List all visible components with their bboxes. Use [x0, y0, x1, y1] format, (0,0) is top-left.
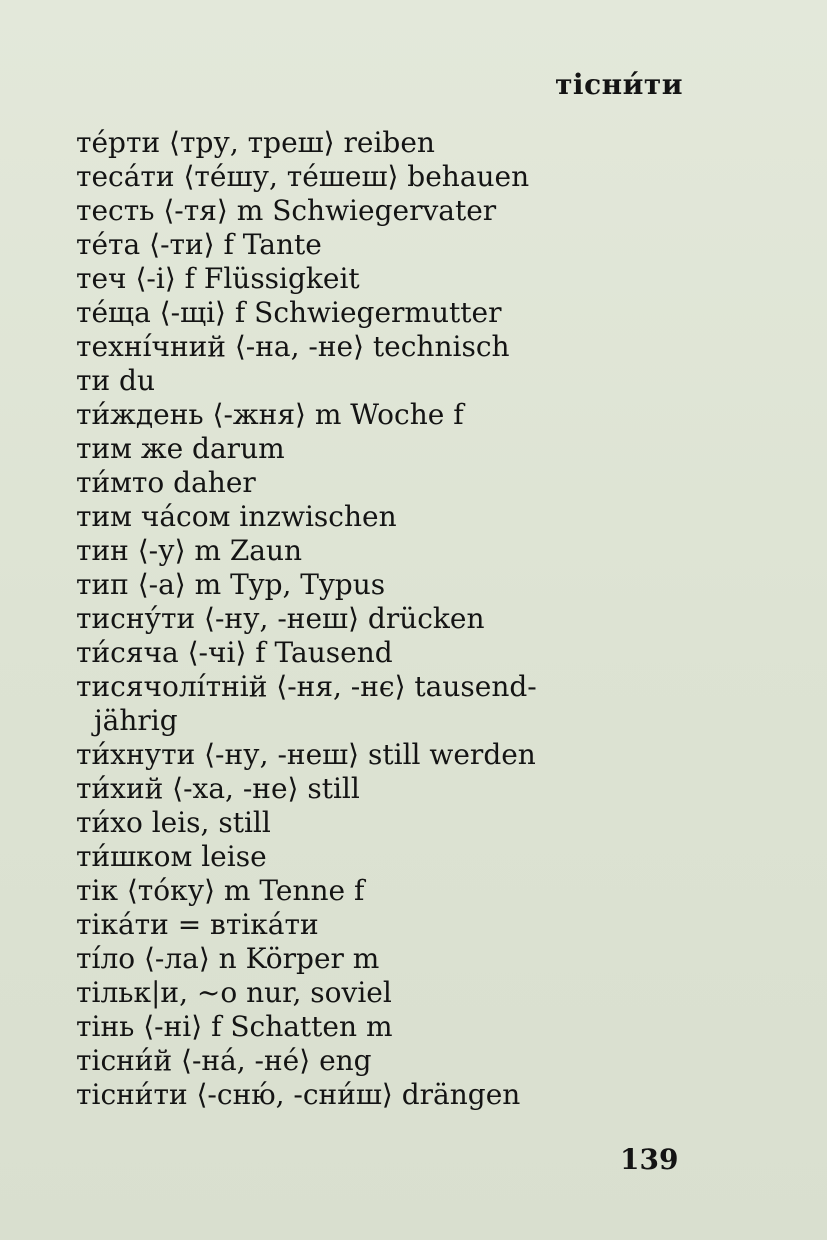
entry: ти́сяча ⟨-чі⟩ f Tausend [76, 636, 393, 669]
entry: те́ща ⟨-щі⟩ f Schwiegermutter [76, 296, 502, 329]
entry: ти du [76, 364, 156, 397]
entry: тип ⟨-а⟩ m Typ, Typus [76, 568, 386, 601]
entry: ти́ждень ⟨-жня⟩ m Woche f [76, 398, 464, 431]
entry: тесть ⟨-тя⟩ m Schwiegervater [76, 194, 497, 227]
page-number: 139 [620, 1143, 679, 1176]
entry: техні́чний ⟨-на, -не⟩ technisch [76, 330, 510, 363]
entry: тінь ⟨-ні⟩ f Schatten m [76, 1010, 393, 1043]
entry: тільк|и, ~о nur, soviel [76, 976, 392, 1009]
entry: тіка́ти = втіка́ти [76, 908, 319, 941]
entry-continuation-text: jährig [94, 704, 178, 737]
entry: тік ⟨то́ку⟩ m Tenne f [76, 874, 365, 907]
entry: теса́ти ⟨те́шу, те́шеш⟩ behauen [76, 160, 530, 193]
entry-continuation [76, 704, 696, 738]
running-head: тісни́ти [555, 68, 683, 101]
entry: тисну́ти ⟨-ну, -неш⟩ drücken [76, 602, 485, 635]
entry: ті́ло ⟨-ла⟩ n Körper m [76, 942, 380, 975]
entry: ти́хнути ⟨-ну, -неш⟩ still werden [76, 738, 536, 771]
entry: ти́шком leise [76, 840, 267, 873]
entry-list [76, 126, 696, 1112]
entry: ти́мто daher [76, 466, 256, 499]
entry: теч ⟨-і⟩ f Flüssigkeit [76, 262, 360, 295]
entry: тисячолі́тній ⟨-ня, -нє⟩ tausend- [76, 670, 537, 703]
entry: тісни́й ⟨-на́, -не́⟩ eng [76, 1044, 372, 1077]
entry: те́рти ⟨тру, треш⟩ reiben [76, 126, 435, 159]
entry: тісни́ти ⟨-сню́, -сни́ш⟩ drängen [76, 1078, 521, 1111]
entry: тим ча́сом inzwischen [76, 500, 397, 533]
entry: ти́хий ⟨-ха, -не⟩ still [76, 772, 360, 805]
entry: те́та ⟨-ти⟩ f Tante [76, 228, 322, 261]
entry: тим же darum [76, 432, 285, 465]
entry: тин ⟨-у⟩ m Zaun [76, 534, 303, 567]
entry: ти́хо leis, still [76, 806, 271, 839]
